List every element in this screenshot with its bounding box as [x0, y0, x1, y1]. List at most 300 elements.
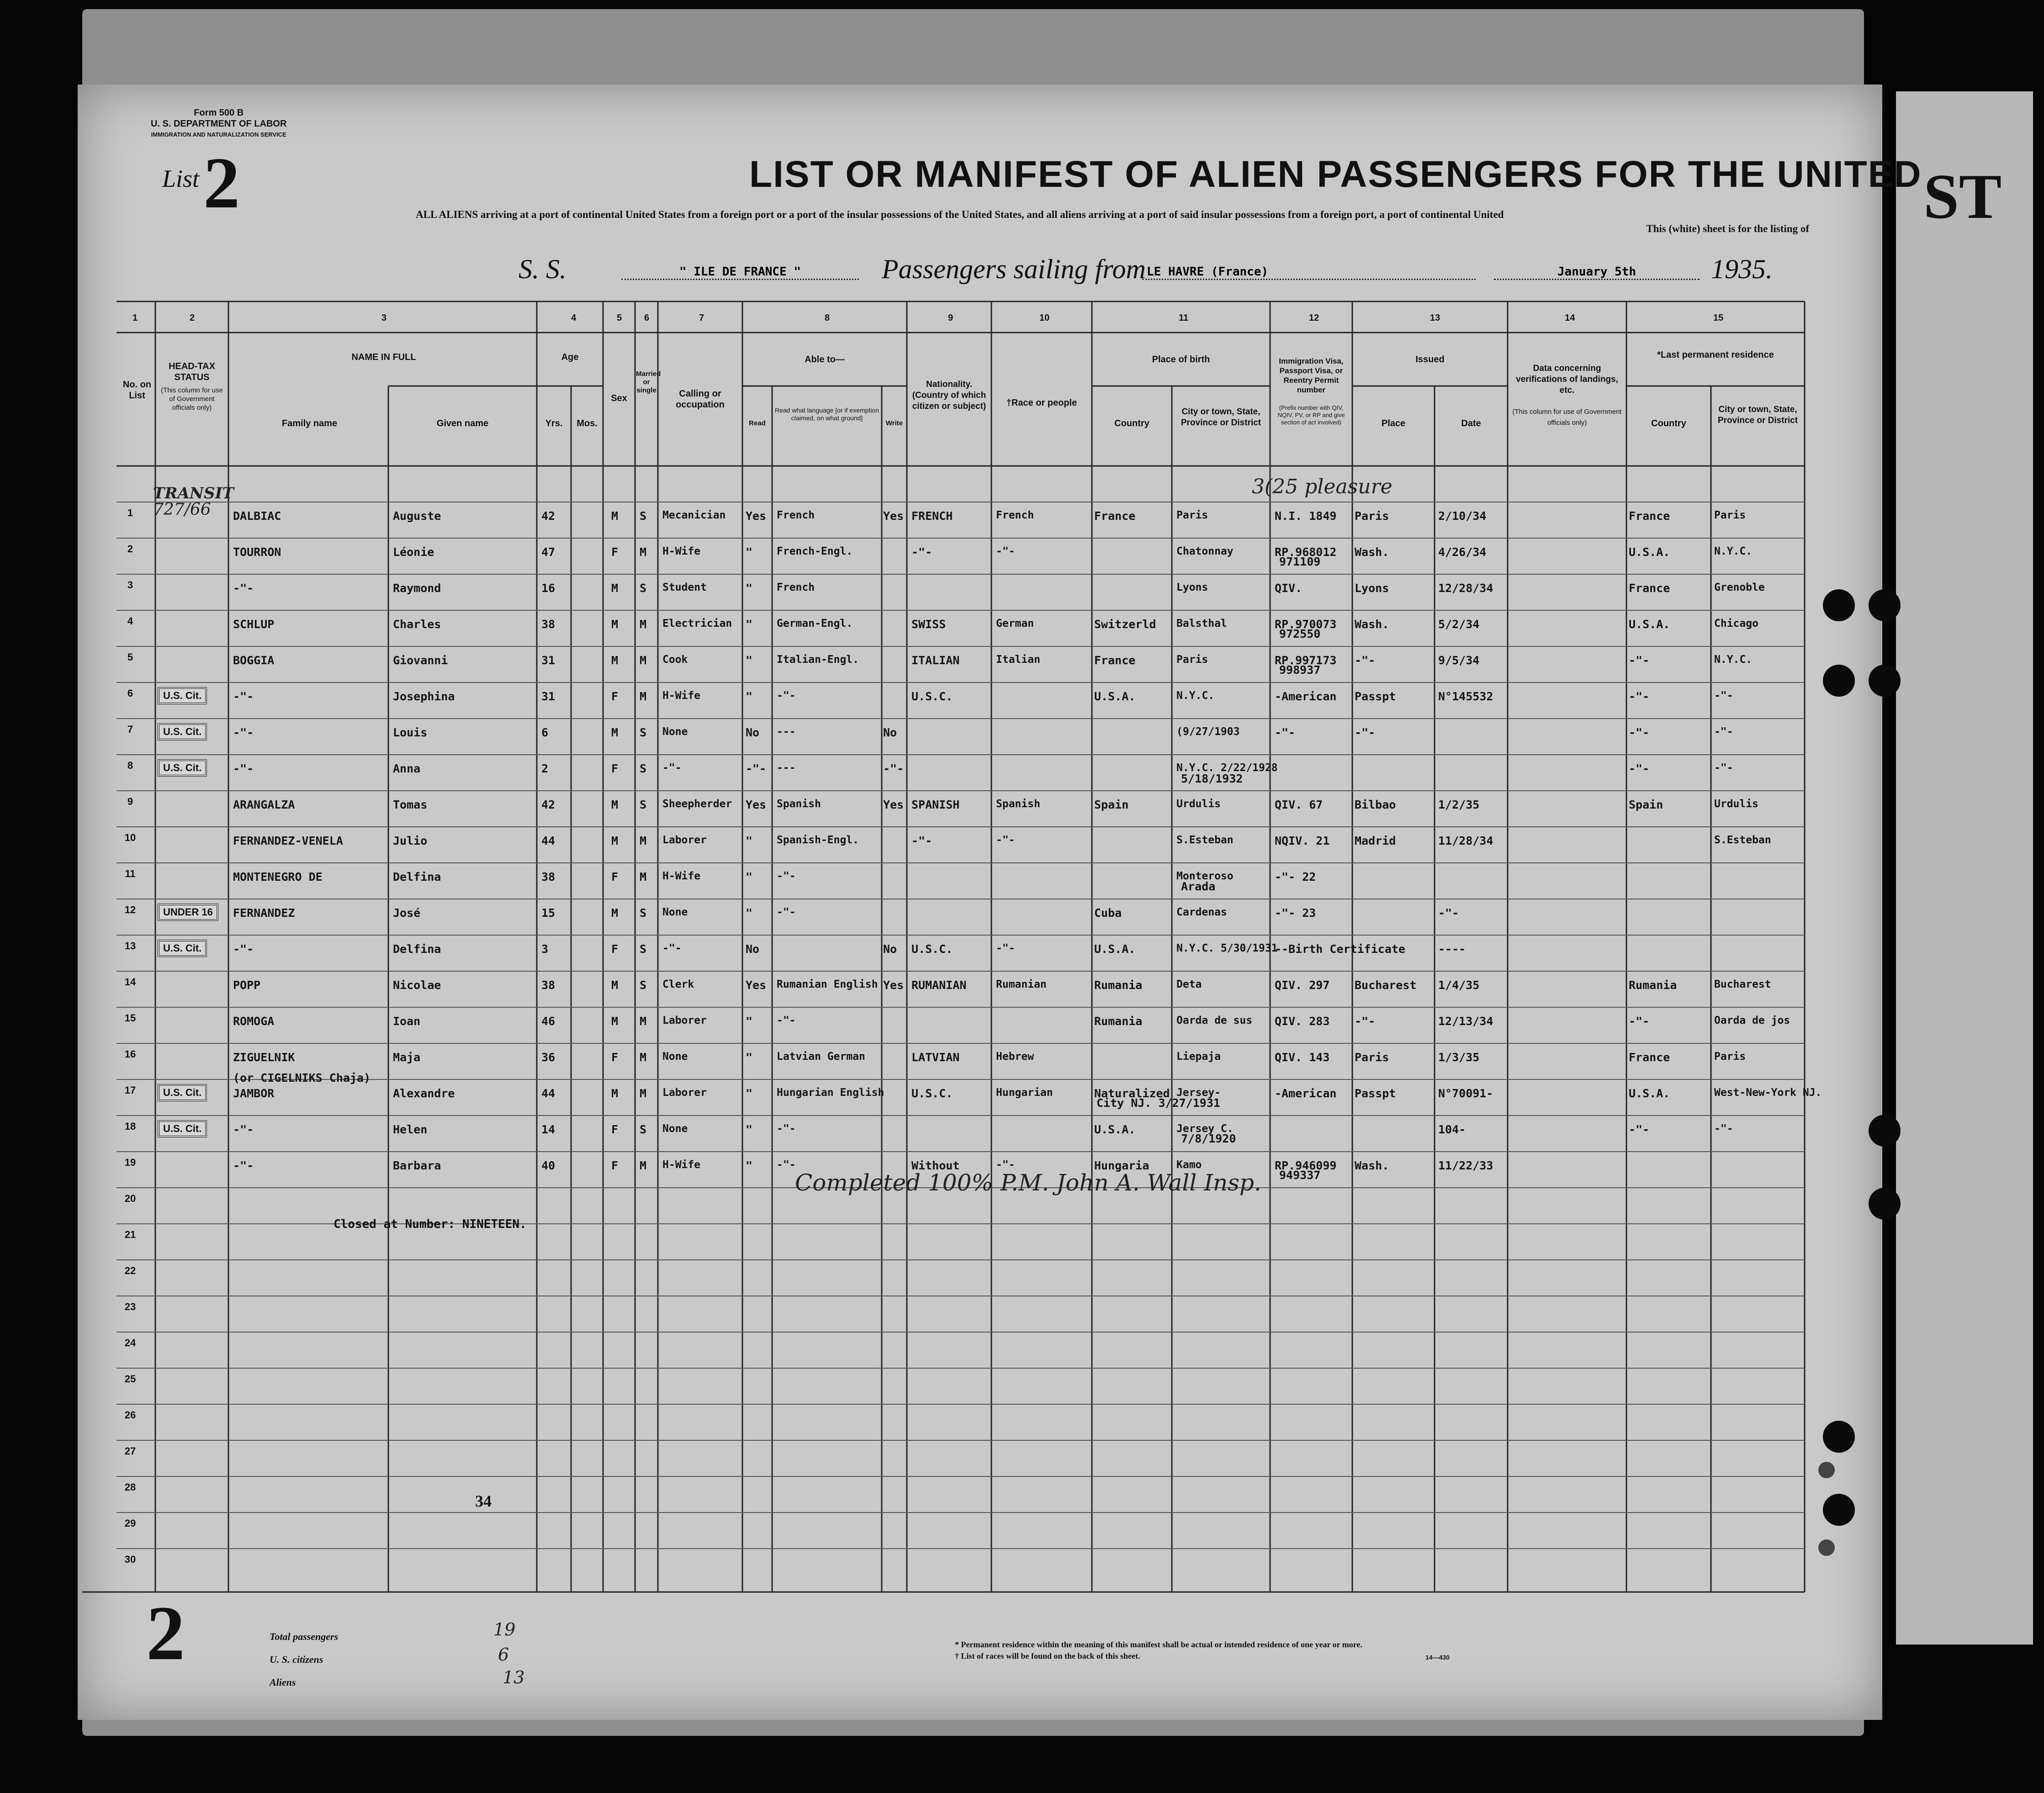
- row-number: 3: [127, 579, 133, 591]
- cell-given: Louis: [393, 726, 428, 739]
- alias-name: (or CIGELNIKS Chaja): [233, 1071, 371, 1084]
- cell-sex: F: [611, 762, 619, 775]
- cell-age: 38: [541, 618, 556, 631]
- cell-iplace: Wash.: [1355, 1159, 1389, 1172]
- cell-race: Rumanian: [996, 978, 1047, 990]
- header-name-in-full: NAME IN FULL: [351, 352, 416, 362]
- header-issued: Issued: [1415, 354, 1445, 365]
- cell-idate: 12/28/34: [1438, 582, 1493, 595]
- cell-idate: 9/5/34: [1438, 654, 1480, 667]
- cell-nat: Without: [911, 1159, 960, 1172]
- cell-read: ": [746, 1159, 753, 1172]
- column-number: 9: [948, 313, 953, 323]
- cell-read: -"-: [746, 762, 767, 775]
- cell-idate: 1/4/35: [1438, 978, 1480, 992]
- cell-visa: -"- 23: [1275, 906, 1316, 920]
- cell-age: 3: [541, 942, 549, 956]
- cell-age: 38: [541, 870, 556, 883]
- cell-age: 42: [541, 509, 556, 523]
- cell-calling: Laborer: [662, 834, 707, 846]
- cell-sex: M: [611, 726, 619, 739]
- row-number: 14: [124, 976, 136, 988]
- cell-ms: S: [640, 582, 647, 595]
- cell-nat: U.S.C.: [911, 942, 953, 956]
- cell-rcity: -"-: [1714, 690, 1733, 702]
- column-number: 12: [1309, 313, 1319, 323]
- cell-rcity: Bucharest: [1714, 978, 1771, 990]
- cell-read: No: [746, 726, 760, 739]
- cell-idate: 1/3/35: [1438, 1051, 1480, 1064]
- cell-visa: RP.968012: [1275, 545, 1337, 559]
- cell-rcity: West-New-York NJ.: [1714, 1087, 1822, 1099]
- cell-given: Giovanni: [393, 654, 448, 667]
- list-label: List: [162, 165, 200, 192]
- row-number: 24: [124, 1337, 136, 1349]
- cell-family: MONTENEGRO DE: [233, 870, 323, 883]
- cell-calling: None: [662, 1123, 688, 1135]
- cell-nat: ITALIAN: [911, 654, 960, 667]
- cell-read: ": [746, 545, 753, 559]
- cell-given: Barbara: [393, 1159, 441, 1172]
- cell-lang: French: [777, 582, 815, 593]
- cell-family: FERNANDEZ-VENELA: [233, 834, 343, 847]
- cell-rcountry: -"-: [1629, 1123, 1650, 1136]
- cell-bcity: Deta: [1176, 978, 1202, 990]
- cell-rcountry: Spain: [1629, 798, 1663, 811]
- cell-nat: SWISS: [911, 618, 946, 631]
- cell-write: Yes: [883, 978, 904, 992]
- cell-bcity: Balsthal: [1176, 618, 1227, 629]
- column-number: 13: [1430, 313, 1440, 323]
- cell-visa: QIV. 143: [1275, 1051, 1330, 1064]
- cell-bcity: Kamo: [1176, 1159, 1202, 1171]
- cell-calling: H-Wife: [662, 545, 701, 557]
- row-number: 5: [127, 651, 133, 663]
- cell-calling: Clerk: [662, 978, 694, 990]
- cell-bcity: Chatonnay: [1176, 545, 1234, 557]
- page-title: LIST OR MANIFEST OF ALIEN PASSENGERS FOR THE UNITED: [749, 153, 1922, 195]
- cell-sex: M: [611, 1087, 619, 1100]
- cell-family: TOURRON: [233, 545, 281, 559]
- cell-visa: RP.946099: [1275, 1159, 1337, 1172]
- cell-bcity: Oarda de sus: [1176, 1015, 1253, 1026]
- cell-lang: -"-: [777, 1123, 796, 1135]
- cell-sex: F: [611, 1123, 619, 1136]
- cell-calling: Laborer: [662, 1087, 707, 1099]
- cell-lang: Italian-Engl.: [777, 654, 859, 666]
- cell-lang: Spanish: [777, 798, 821, 810]
- cell-bcity: Jersey C.: [1176, 1123, 1234, 1135]
- cell-rcountry: -"-: [1629, 654, 1650, 667]
- header-sex: Sex: [611, 393, 627, 403]
- row-number: 22: [124, 1265, 136, 1276]
- header-read-language: Read what language [or if exemption claimed, on what ground]: [774, 407, 879, 422]
- row-number: 17: [124, 1084, 136, 1096]
- header-head-tax: HEAD-TAX STATUS: [169, 361, 215, 382]
- cell-stamp: U.S. Cit.: [158, 687, 207, 704]
- cell-idate: 4/26/34: [1438, 545, 1487, 559]
- cell-age: 38: [541, 978, 556, 992]
- cell-iplace: -"-: [1355, 654, 1376, 667]
- cell-ms: S: [640, 726, 647, 739]
- cell-sex: F: [611, 870, 619, 883]
- cell-visa: --Birth Certificate: [1275, 942, 1405, 956]
- cell-visa: -"-: [1275, 726, 1296, 739]
- cell-age: 31: [541, 690, 556, 703]
- header-married: Married or single: [636, 370, 661, 394]
- cell-age: 46: [541, 1015, 556, 1028]
- cell-visa: -American: [1275, 690, 1337, 703]
- cell-family: POPP: [233, 978, 261, 992]
- cell-read: ": [746, 690, 753, 703]
- cell-lang: Spanish-Engl.: [777, 834, 859, 846]
- cell-lang: -"-: [777, 870, 796, 882]
- cell-lang: ---: [777, 726, 796, 738]
- cell-rcountry: France: [1629, 1051, 1670, 1064]
- cell-given: Maja: [393, 1051, 421, 1064]
- cell-age: 44: [541, 834, 556, 847]
- cell-race: -"-: [996, 942, 1015, 954]
- cell-rcountry: France: [1629, 509, 1670, 523]
- cell-rcountry: -"-: [1629, 1015, 1650, 1028]
- cell-rcity: N.Y.C.: [1714, 545, 1753, 557]
- cell-ms: M: [640, 690, 647, 703]
- ship-name: " ILE DE FRANCE ": [621, 265, 859, 280]
- cell-rcountry: -"-: [1629, 762, 1650, 775]
- cell-lang: Hungarian English: [777, 1087, 884, 1099]
- header-age-years: Yrs.: [545, 418, 563, 428]
- cell-iplace: Paris: [1355, 1051, 1389, 1064]
- row-number: 28: [124, 1481, 136, 1493]
- cell-lang: Rumanian English: [777, 978, 878, 990]
- visa-second-line: 998937: [1279, 663, 1321, 677]
- cell-lang: Latvian German: [777, 1051, 865, 1063]
- cell-bcity: Urdulis: [1176, 798, 1221, 810]
- cell-race: Hungarian: [996, 1087, 1053, 1099]
- cell-bcity: (9/27/1903: [1176, 726, 1240, 738]
- cell-lang: ---: [777, 762, 796, 774]
- ss-label: S. S.: [519, 254, 567, 284]
- cell-age: 14: [541, 1123, 556, 1136]
- cell-sex: M: [611, 509, 619, 523]
- cell-ms: M: [640, 618, 647, 631]
- row-number: 4: [127, 615, 133, 627]
- cell-iplace: Lyons: [1355, 582, 1389, 595]
- cell-visa: -"- 22: [1275, 870, 1316, 883]
- header-visa-note: (Prefix number with QIV, NQIV, PV, or RP and give section of act involved): [1277, 404, 1345, 426]
- cell-bcity: Paris: [1176, 654, 1208, 666]
- cell-read: ": [746, 1123, 753, 1136]
- total-passengers-value: 19: [493, 1619, 516, 1640]
- cell-rcountry: Rumania: [1629, 978, 1677, 992]
- us-citizens-value: 6: [498, 1645, 509, 1665]
- cell-iplace: Passpt: [1355, 1087, 1396, 1100]
- cell-calling: None: [662, 726, 688, 738]
- cell-iplace: Paris: [1355, 509, 1389, 523]
- cell-iplace: Wash.: [1355, 545, 1389, 559]
- header-birth-country: Country: [1114, 418, 1149, 428]
- visa-second-line: 949337: [1279, 1169, 1321, 1182]
- cell-idate: N°145532: [1438, 690, 1493, 703]
- cell-sex: M: [611, 906, 619, 920]
- cell-calling: H-Wife: [662, 1159, 701, 1171]
- cell-read: ": [746, 834, 753, 847]
- cell-rcity: Paris: [1714, 1051, 1746, 1063]
- cell-bcity: Paris: [1176, 509, 1208, 521]
- cell-idate: 1/2/35: [1438, 798, 1480, 811]
- cell-nat: U.S.C.: [911, 1087, 953, 1100]
- cell-family: JAMBOR: [233, 1087, 275, 1100]
- completed-signature: Completed 100% P.M. John A. Wall Insp.: [795, 1169, 1261, 1196]
- cell-visa: N.I. 1849: [1275, 509, 1337, 523]
- cell-age: 42: [541, 798, 556, 811]
- cell-sex: M: [611, 1015, 619, 1028]
- header-issued-place: Place: [1381, 418, 1406, 428]
- cell-lang: -"-: [777, 690, 796, 702]
- cell-read: ": [746, 1087, 753, 1100]
- cell-sex: M: [611, 798, 619, 811]
- cell-nat: RUMANIAN: [911, 978, 967, 992]
- cell-visa: QIV. 67: [1275, 798, 1323, 811]
- row-number: 30: [124, 1554, 136, 1565]
- cell-sex: F: [611, 690, 619, 703]
- cell-rcity: Paris: [1714, 509, 1746, 521]
- cell-iplace: Bucharest: [1355, 978, 1417, 992]
- column-number: 8: [825, 313, 830, 323]
- cell-race: Hebrew: [996, 1051, 1034, 1063]
- cell-family: -"-: [233, 690, 254, 703]
- cell-age: 15: [541, 906, 556, 920]
- total-passengers-label: Total passengers: [270, 1631, 339, 1642]
- cell-rcity: -"-: [1714, 726, 1733, 738]
- cell-bcity: N.Y.C. 5/30/1931: [1176, 942, 1278, 954]
- row-number: 15: [124, 1012, 136, 1024]
- cell-calling: Mecanician: [662, 509, 726, 521]
- row-number: 16: [124, 1048, 136, 1060]
- birthplace-second-line: Arada: [1181, 880, 1216, 893]
- cell-race: German: [996, 618, 1034, 629]
- cell-family: -"-: [233, 942, 254, 956]
- header-age: Age: [561, 352, 579, 362]
- cell-bcountry: Hungaria: [1094, 1159, 1149, 1172]
- cell-family: -"-: [233, 1159, 254, 1172]
- cell-read: ": [746, 1015, 753, 1028]
- cell-rcountry: France: [1629, 582, 1670, 595]
- cell-age: 2: [541, 762, 549, 775]
- cell-nat: FRENCH: [911, 509, 953, 523]
- cell-rcity: Oarda de jos: [1714, 1015, 1790, 1026]
- cell-race: -"-: [996, 545, 1015, 557]
- row-number: 20: [124, 1193, 136, 1204]
- cell-family: -"-: [233, 726, 254, 739]
- cell-age: 40: [541, 1159, 556, 1172]
- header-verifications: Data concerning verifications of landings, etc.: [1516, 364, 1618, 395]
- cell-calling: H-Wife: [662, 690, 701, 702]
- cell-rcountry: U.S.A.: [1629, 545, 1670, 559]
- row-number: 10: [124, 832, 136, 843]
- cell-bcity: Lyons: [1176, 582, 1208, 593]
- cell-age: 47: [541, 545, 556, 559]
- column-number: 2: [190, 313, 195, 323]
- cell-age: 6: [541, 726, 549, 739]
- cell-given: Raymond: [393, 582, 441, 595]
- cell-sex: F: [611, 1051, 619, 1064]
- cell-ms: S: [640, 1123, 647, 1136]
- row-number: 21: [124, 1229, 136, 1240]
- cell-given: Julio: [393, 834, 428, 847]
- cell-family: ARANGALZA: [233, 798, 295, 811]
- cell-rcity: S.Esteban: [1714, 834, 1771, 846]
- cell-write: -"-: [883, 762, 904, 775]
- row-number: 6: [127, 688, 133, 699]
- cell-calling: Student: [662, 582, 707, 593]
- closed-at-number: Closed at Number: NINETEEN.: [334, 1217, 527, 1231]
- cell-read: ": [746, 618, 753, 631]
- header-given-name: Given name: [436, 418, 489, 428]
- cell-nat: U.S.C.: [911, 690, 953, 703]
- cell-given: Anna: [393, 762, 421, 775]
- cell-sex: M: [611, 582, 619, 595]
- cell-bcountry: Rumania: [1094, 1015, 1143, 1028]
- cell-sex: F: [611, 1159, 619, 1172]
- transit-number: 727/66: [153, 500, 211, 519]
- cell-idate: 11/22/33: [1438, 1159, 1493, 1172]
- cell-calling: Laborer: [662, 1015, 707, 1026]
- cell-family: DALBIAC: [233, 509, 281, 523]
- row-number: 8: [127, 760, 133, 771]
- row-number: 9: [127, 796, 133, 807]
- header-head-tax-note: (This column for use of Government officials only): [161, 386, 223, 412]
- cell-bcountry: Spain: [1094, 798, 1129, 811]
- cell-given: Alexandre: [393, 1087, 455, 1100]
- cell-bcountry: France: [1094, 509, 1136, 523]
- cell-idate: 5/2/34: [1438, 618, 1480, 631]
- cell-bcity: Cardenas: [1176, 906, 1227, 918]
- cell-sex: M: [611, 618, 619, 631]
- column-number: 11: [1179, 313, 1189, 323]
- adjacent-page-title-fragment: ST: [1923, 161, 2002, 232]
- cell-age: 44: [541, 1087, 556, 1100]
- cell-lang: German-Engl.: [777, 618, 853, 629]
- page-number: 34: [475, 1492, 492, 1510]
- cell-bcountry: U.S.A.: [1094, 942, 1136, 956]
- cell-race: Spanish: [996, 798, 1040, 810]
- cell-bcountry: Cuba: [1094, 906, 1122, 920]
- cell-ms: M: [640, 1087, 647, 1100]
- cell-rcity: N.Y.C.: [1714, 654, 1753, 666]
- cell-bcountry: Naturalized: [1094, 1087, 1170, 1100]
- cell-write: No: [883, 726, 897, 739]
- cell-race: French: [996, 509, 1034, 521]
- cell-lang: -"-: [777, 1159, 796, 1171]
- row-number: 2: [127, 543, 133, 555]
- cell-sex: M: [611, 654, 619, 667]
- cell-bcity: Liepaja: [1176, 1051, 1221, 1063]
- row-number: 12: [124, 904, 136, 915]
- cell-bcity: S.Esteban: [1176, 834, 1234, 846]
- sailing-label: Passengers sailing from: [882, 254, 1146, 284]
- us-citizens-label: U. S. citizens: [270, 1654, 323, 1665]
- row-number: 19: [124, 1157, 136, 1168]
- cell-read: ": [746, 906, 753, 920]
- instructions: ALL ALIENS arriving at a port of continental United States from a foreign port or a port of the insular possessions of the United States, and all aliens arriving at a port of said insular possessions from a foreign port, a port of continental United: [416, 209, 1504, 220]
- cell-rcountry: -"-: [1629, 690, 1650, 703]
- cell-iplace: Wash.: [1355, 618, 1389, 631]
- column-number: 10: [1039, 313, 1050, 323]
- row-number: 11: [125, 868, 136, 879]
- header-family-name: Family name: [281, 418, 338, 428]
- departure-port: LE HAVRE (France): [1142, 265, 1476, 280]
- service-name: IMMIGRATION AND NATURALIZATION SERVICE: [151, 131, 286, 138]
- cell-ms: M: [640, 834, 647, 847]
- cell-read: No: [746, 942, 760, 956]
- header-birth-city: City or town, State, Province or District: [1181, 407, 1261, 428]
- header-age-months: Mos.: [577, 418, 598, 428]
- cell-rcity: Grenoble: [1714, 582, 1765, 593]
- cell-calling: -"-: [662, 762, 682, 774]
- visa-second-line: 971109: [1279, 555, 1321, 568]
- cell-visa: NQIV. 21: [1275, 834, 1330, 847]
- cell-calling: None: [662, 1051, 688, 1063]
- cell-idate: ----: [1438, 942, 1466, 956]
- cell-family: -"-: [233, 762, 254, 775]
- cell-given: Auguste: [393, 509, 441, 523]
- cell-iplace: -"-: [1355, 1015, 1376, 1028]
- cell-stamp: U.S. Cit.: [158, 1120, 207, 1137]
- row-number: 29: [124, 1518, 136, 1529]
- cell-bcountry: France: [1094, 654, 1136, 667]
- cell-family: BOGGIA: [233, 654, 275, 667]
- cell-idate: 11/28/34: [1438, 834, 1493, 847]
- cell-lang: French-Engl.: [777, 545, 853, 557]
- header-residence-country: Country: [1651, 418, 1686, 428]
- cell-calling: Sheepherder: [662, 798, 732, 810]
- row-number: 18: [124, 1121, 136, 1132]
- cell-given: Josephina: [393, 690, 455, 703]
- birth-date-note: 5/18/1932: [1181, 772, 1243, 785]
- cell-stamp: U.S. Cit.: [158, 1084, 207, 1101]
- cell-read: Yes: [746, 509, 767, 523]
- handwritten-visa-note: 3(25 pleasure: [1252, 475, 1393, 498]
- sailing-year: 1935.: [1711, 254, 1773, 284]
- header-visa: Immigration Visa, Passport Visa, or Reentry Permit number: [1279, 357, 1344, 394]
- column-number: 5: [617, 313, 622, 323]
- cell-write: Yes: [883, 509, 904, 523]
- cell-sex: F: [611, 545, 619, 559]
- cell-ms: S: [640, 978, 647, 992]
- cell-ms: S: [640, 906, 647, 920]
- column-number: 15: [1713, 313, 1724, 323]
- cell-read: ": [746, 1051, 753, 1064]
- transit-stamp: TRANSIT: [153, 484, 234, 502]
- cell-read: Yes: [746, 798, 767, 811]
- cell-rcountry: U.S.A.: [1629, 618, 1670, 631]
- header-race: †Race or people: [1006, 398, 1077, 408]
- aliens-value: 13: [503, 1667, 525, 1687]
- cell-ms: M: [640, 1015, 647, 1028]
- cell-bcountry: Rumania: [1094, 978, 1143, 992]
- cell-given: Léonie: [393, 545, 434, 559]
- cell-sex: F: [611, 942, 619, 956]
- header-nationality: Nationality. (Country of which citizen or subject): [912, 380, 986, 411]
- column-number: 14: [1565, 313, 1575, 323]
- cell-nat: -"-: [911, 545, 932, 559]
- column-number: 7: [699, 313, 704, 323]
- cell-age: 36: [541, 1051, 556, 1064]
- cell-visa: RP.970073: [1275, 618, 1337, 631]
- cell-rcountry: U.S.A.: [1629, 1087, 1670, 1100]
- header-write: Write: [885, 419, 903, 427]
